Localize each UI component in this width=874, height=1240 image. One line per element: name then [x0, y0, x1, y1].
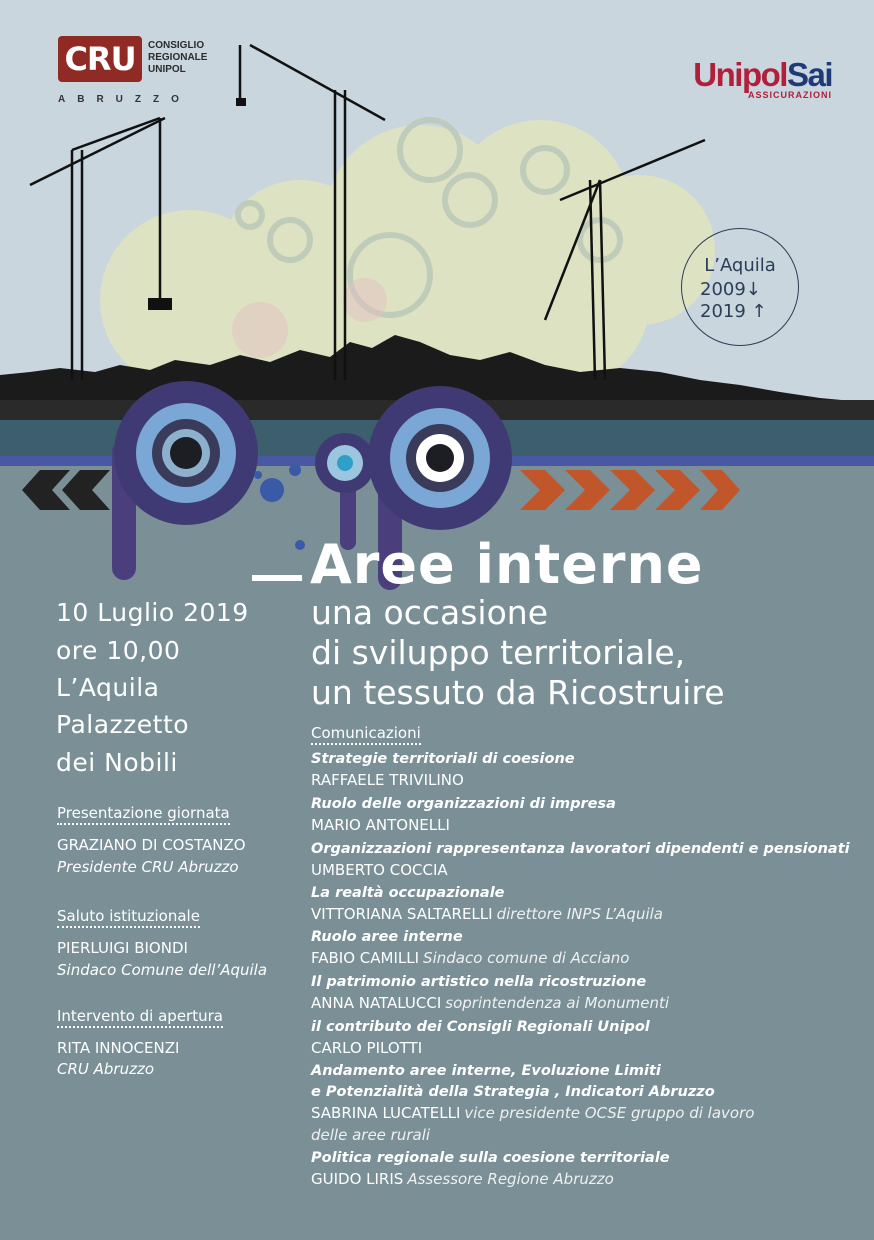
- cru-name-line: CONSIGLIO: [148, 40, 205, 51]
- program-speaker: [311, 994, 669, 1012]
- event-time: ore 10,00: [56, 636, 181, 665]
- speaker-role: Presidente CRU Abruzzo: [57, 858, 239, 876]
- main-title: Aree interne: [310, 533, 704, 596]
- badge-year-2009: 2009↓: [700, 279, 761, 300]
- cru-logo-mark: CRU: [58, 36, 142, 82]
- unipolsai-logo-sub: ASSICURAZIONI: [747, 90, 832, 100]
- sai-part: Sai: [786, 56, 832, 93]
- program-topic: Andamento aree interne, Evoluzione Limiti: [311, 1063, 661, 1079]
- speaker-name: RAFFAELE TRIVILINO: [311, 771, 464, 789]
- speaker-role: Sindaco Comune dell’Aquila: [57, 961, 268, 979]
- program-speaker: [311, 1039, 422, 1057]
- speaker-name: SABRINA LUCATELLI: [311, 1104, 461, 1122]
- program-topic: Ruolo delle organizzazioni di impresa: [311, 796, 616, 812]
- program-topic: Strategie territoriali di coesione: [311, 751, 575, 767]
- program-topic: Ruolo aree interne: [311, 929, 463, 945]
- title-dash: [252, 575, 302, 581]
- unipol-part: Unipol: [693, 56, 787, 93]
- event-venue: Palazzetto: [56, 710, 190, 739]
- unipolsai-logo-name: [662, 58, 832, 92]
- anniversary-badge: [681, 228, 799, 346]
- program-speaker: [311, 816, 450, 834]
- section-heading-intervento: Intervento di apertura: [57, 1007, 223, 1028]
- speaker-affiliation: Sindaco comune di Acciano: [423, 949, 630, 967]
- badge-city: L’Aquila: [704, 255, 776, 276]
- cru-logo: [58, 36, 218, 110]
- cru-region: ABRUZZO: [58, 94, 191, 105]
- section-heading-presentazione: Presentazione giornata: [57, 804, 230, 825]
- speaker-name: FABIO CAMILLI: [311, 949, 420, 967]
- speaker-name: GRAZIANO DI COSTANZO: [57, 836, 246, 854]
- program-speaker: [311, 1104, 754, 1122]
- speaker-name: MARIO ANTONELLI: [311, 816, 450, 834]
- cru-name-line: REGIONALE: [148, 52, 208, 63]
- speaker-name: RITA INNOCENZI: [57, 1039, 180, 1057]
- subtitle-line: di sviluppo territoriale,: [311, 633, 686, 672]
- event-venue: dei Nobili: [56, 748, 178, 777]
- unipolsai-logo: [662, 58, 832, 110]
- speaker-role: CRU Abruzzo: [57, 1060, 155, 1078]
- section-heading-saluto: Saluto istituzionale: [57, 907, 200, 928]
- speaker-affiliation: delle aree rurali: [311, 1126, 431, 1144]
- speaker-name: UMBERTO COCCIA: [311, 861, 448, 879]
- subtitle-line: un tessuto da Ricostruire: [311, 673, 725, 712]
- program-topic: il contributo dei Consigli Regionali Unipol: [311, 1019, 650, 1035]
- speaker-name: ANNA NATALUCCI: [311, 994, 442, 1012]
- speaker-affiliation: direttore INPS L’Aquila: [496, 905, 663, 923]
- program-topic: Il patrimonio artistico nella ricostruzione: [311, 974, 647, 990]
- event-city: L’Aquila: [56, 673, 160, 702]
- program-topic: La realtà occupazionale: [311, 885, 505, 901]
- speaker-name: CARLO PILOTTI: [311, 1039, 423, 1057]
- subtitle-line: una occasione: [311, 593, 549, 632]
- speaker-name: GUIDO LIRIS: [311, 1170, 404, 1188]
- cru-logo-name: [148, 40, 228, 76]
- speaker-affiliation: soprintendenza ai Monumenti: [445, 994, 669, 1012]
- event-date: 10 Luglio 2019: [56, 598, 249, 627]
- speaker-name: PIERLUIGI BIONDI: [57, 939, 188, 957]
- program-speaker: [311, 905, 663, 923]
- speaker-affiliation: Assessore Regione Abruzzo: [407, 1170, 614, 1188]
- program-speaker: [311, 949, 629, 967]
- program-topic: Politica regionale sulla coesione territoriale: [311, 1150, 670, 1166]
- program-heading: Comunicazioni: [311, 724, 421, 745]
- speaker-affiliation: vice presidente OCSE gruppo di lavoro: [464, 1104, 755, 1122]
- speaker-name: VITTORIANA SALTARELLI: [311, 905, 493, 923]
- program-speaker: [311, 771, 464, 789]
- program-speaker: [311, 861, 448, 879]
- program-speaker-cont: [311, 1126, 430, 1144]
- program-topic: e Potenzialità della Strategia , Indicatori Abruzzo: [311, 1084, 715, 1100]
- badge-year-2019: 2019 ↑: [700, 301, 767, 322]
- cru-name-line: UNIPOL: [148, 64, 186, 75]
- program-speaker: [311, 1170, 614, 1188]
- program-topic: Organizzazioni rappresentanza lavoratori dipendenti e pensionati: [311, 841, 850, 857]
